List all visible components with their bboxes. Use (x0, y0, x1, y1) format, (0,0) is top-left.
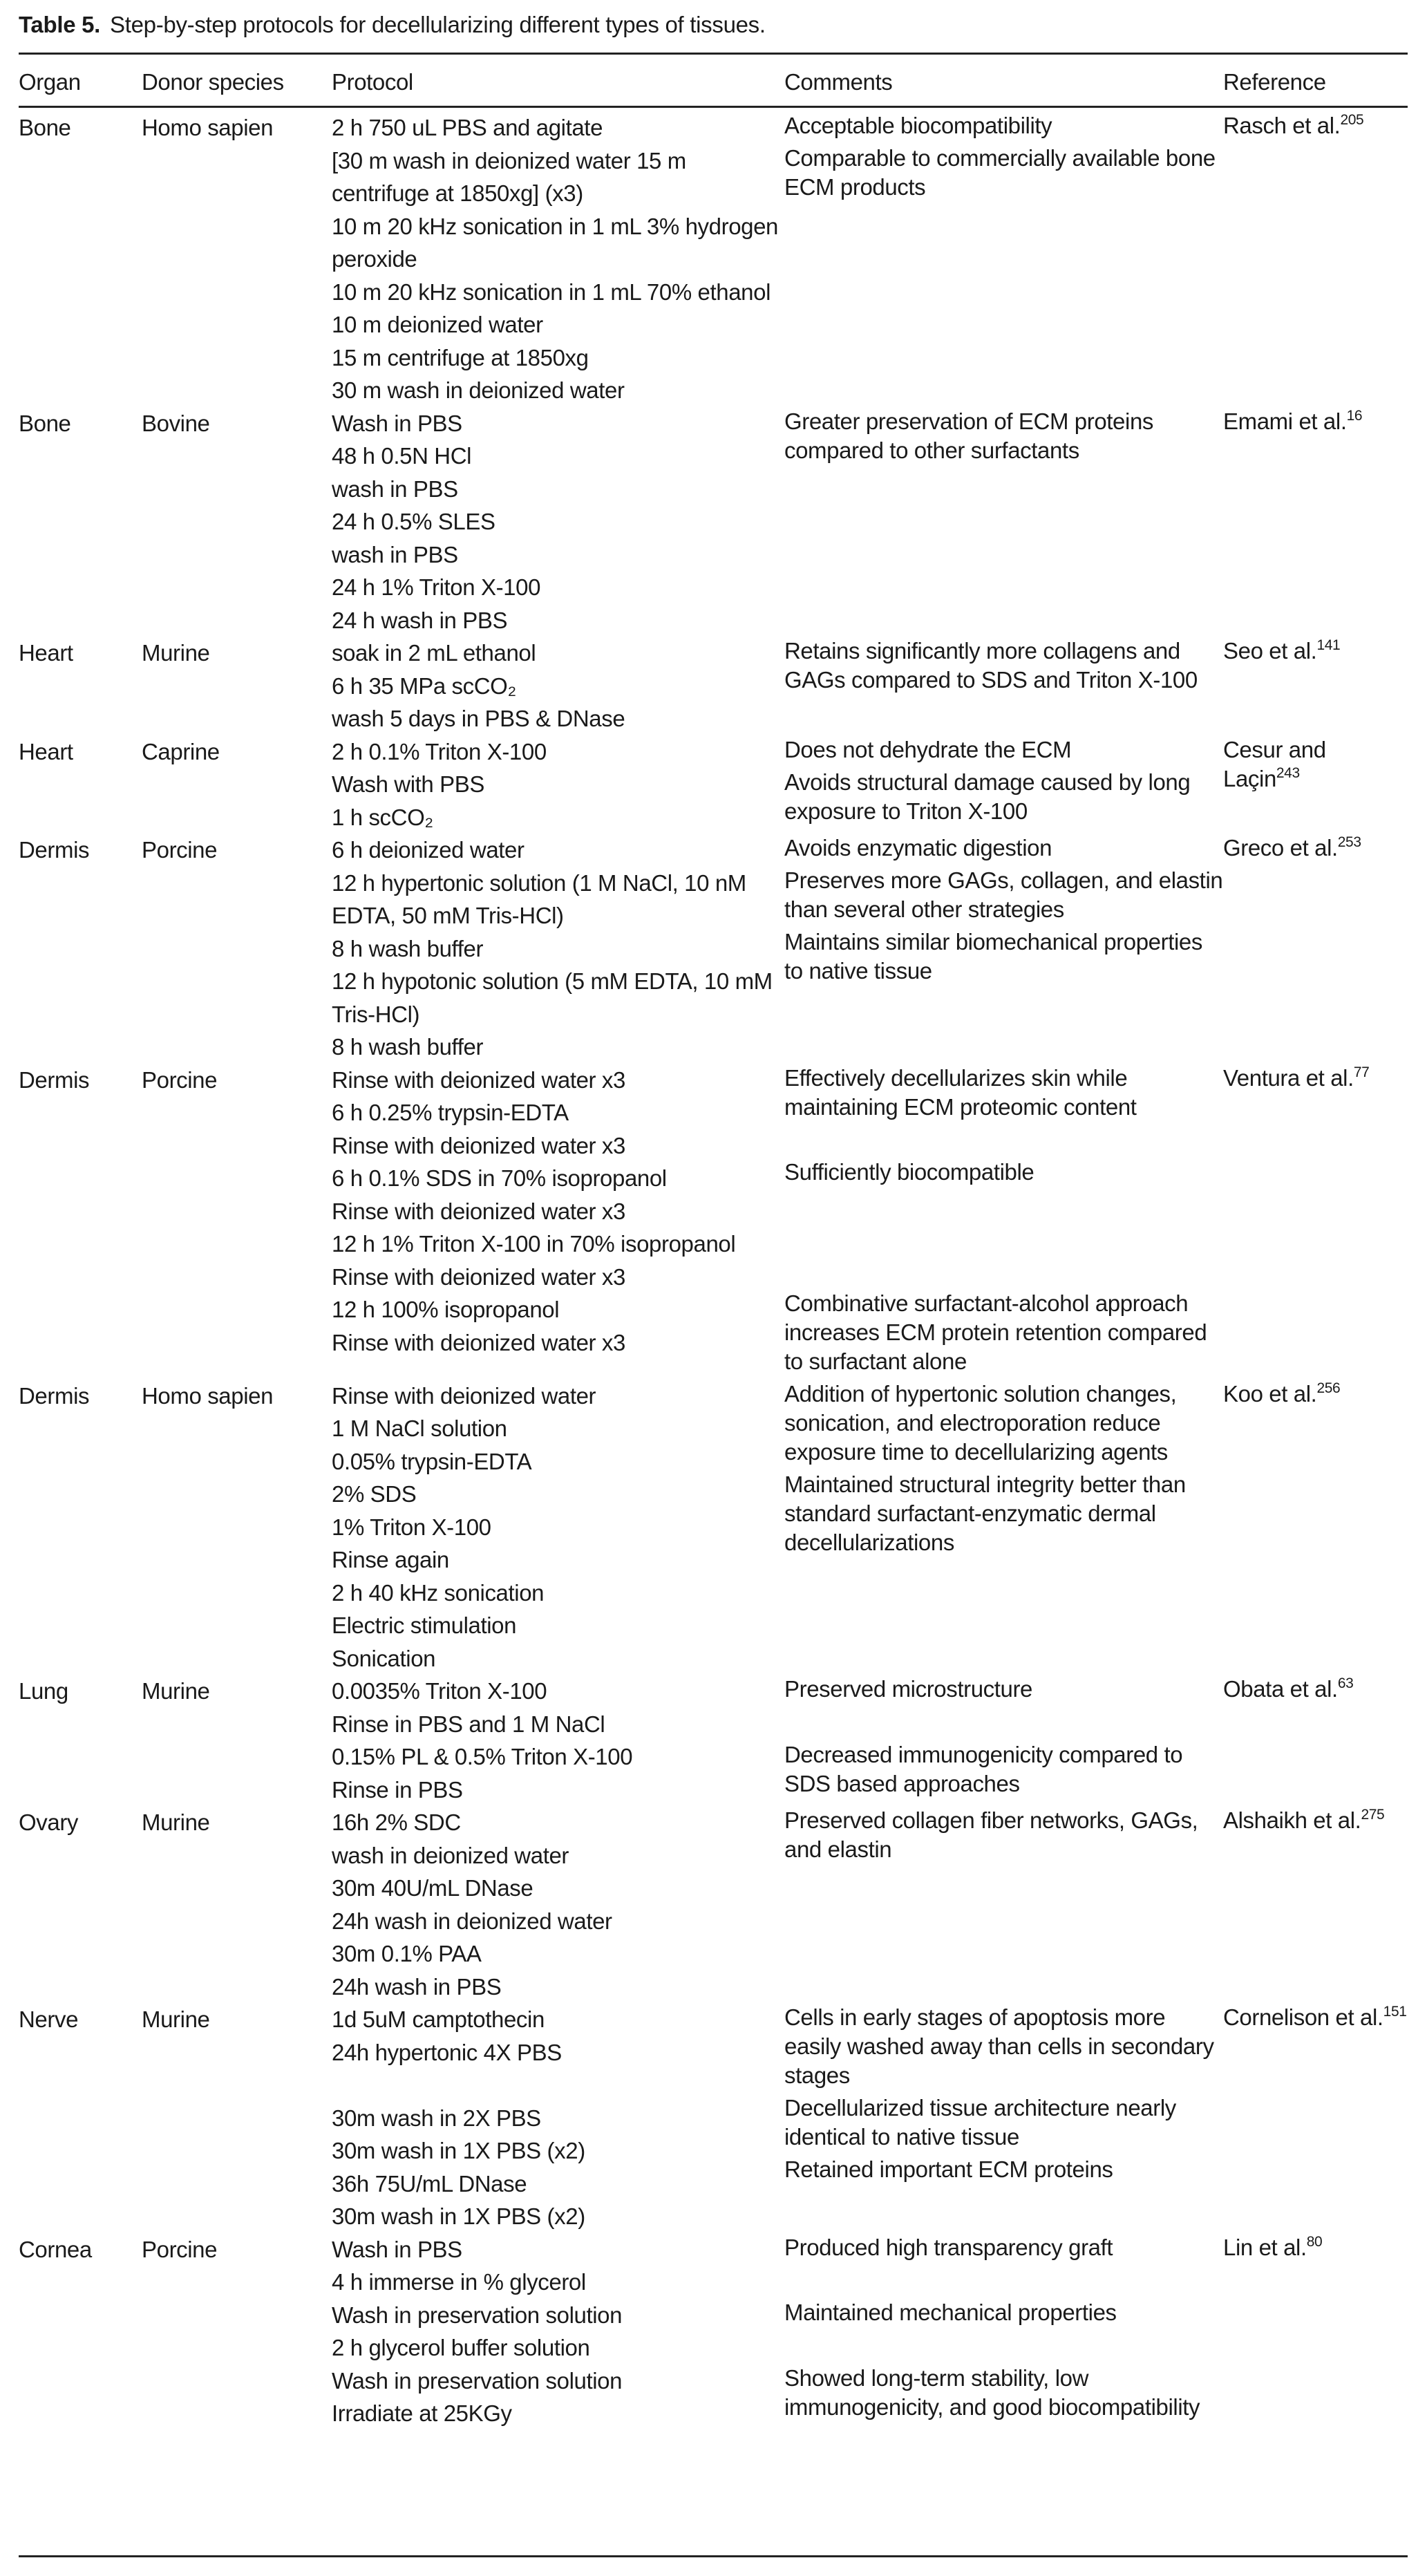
cell-protocol (332, 1064, 784, 1380)
protocol-step: Rinse in PBS and 1 M NaCl (332, 1711, 605, 1737)
comment-text: Decellularized tissue architecture nearly identical to native tissue (784, 2095, 1176, 2150)
table-row (19, 735, 1408, 834)
cell-donor-species: Porcine (142, 837, 218, 863)
cell-comments (784, 1380, 1223, 1675)
protocol-step: 10 m 20 kHz sonication in 1 mL 3% hydrogen peroxide (332, 213, 779, 272)
protocol-step: Rinse with deionized water x3 (332, 1066, 625, 1093)
protocol-step: 16h 2% SDC (332, 1809, 461, 1835)
header-reference: Reference (1223, 68, 1326, 95)
comment-text: Maintained mechanical properties (784, 2300, 1117, 2325)
cell-protocol (332, 637, 784, 735)
comment-text: Greater preservation of ECM proteins compared to other surfactants (784, 408, 1153, 463)
protocol-step: 1% Triton X-100 (332, 1514, 491, 1540)
protocol-step: 24 h 1% Triton X-100 (332, 574, 541, 600)
cell-protocol (332, 1380, 784, 1675)
reference-name: Obata et al. (1223, 1676, 1338, 1702)
protocol-step: 30m 40U/mL DNase (332, 1875, 533, 1901)
protocol-step: 10 m deionized water (332, 312, 543, 337)
cell-organ: Cornea (19, 2236, 92, 2262)
protocol-step: 2 h 750 uL PBS and agitate (332, 115, 603, 140)
cell-donor-species: Murine (142, 640, 210, 666)
cell-protocol (332, 407, 784, 637)
comment-text: Maintains similar biomechanical properties to native tissue (784, 929, 1202, 984)
cell-comments (784, 637, 1223, 735)
cell-organ: Dermis (19, 837, 90, 863)
protocol-step: 15 m centrifuge at 1850xg (332, 344, 589, 370)
header-comments: Comments (784, 68, 893, 95)
reference-number[interactable]: 63 (1337, 1675, 1354, 1691)
cell-organ: Dermis (19, 1066, 90, 1093)
protocol-step: 6 h deionized water (332, 837, 525, 863)
cell-reference (1223, 106, 1408, 407)
table-bottom-rule (19, 2555, 1408, 2557)
reference-number[interactable]: 275 (1361, 1807, 1385, 1823)
protocol-step: 30m wash in 1X PBS (x2) (332, 2203, 585, 2229)
cell-protocol (332, 1675, 784, 1806)
protocol-step: 24h wash in deionized water (332, 1908, 612, 1934)
comment-spacer (784, 1125, 1223, 1158)
table-row (19, 1380, 1408, 1675)
protocol-step: 8 h wash buffer (332, 935, 484, 961)
header-organ: Organ (19, 68, 81, 95)
comment-spacer (784, 1707, 1223, 1740)
protocol-step: 30m wash in 2X PBS (332, 2105, 541, 2131)
protocol-step: 6 h 0.25% trypsin-EDTA (332, 1100, 569, 1125)
reference-name: Lin et al. (1223, 2234, 1307, 2260)
protocol-step: 6 h 0.1% SDS in 70% isopropanol (332, 1165, 667, 1191)
reference-name: Koo et al. (1223, 1380, 1317, 1407)
cell-reference (1223, 2003, 1408, 2233)
cell-organ: Dermis (19, 1382, 90, 1409)
comment-text: Retained important ECM proteins (784, 2156, 1113, 2182)
comment-text: Showed long-term stability, low immunogenicity, and good biocompatibility (784, 2365, 1200, 2420)
protocol-step: Rinse with deionized water x3 (332, 1263, 625, 1290)
protocol-step: Rinse with deionized water x3 (332, 1198, 625, 1224)
protocol-step: Rinse in PBS (332, 1776, 463, 1803)
table-row (19, 2003, 1408, 2233)
comment-text: Combinative surfactant-alcohol approach increases ECM protein retention compared to surfactant alone (784, 1290, 1207, 1374)
comment-text: Preserved microstructure (784, 1676, 1033, 1702)
cell-reference (1223, 1064, 1408, 1380)
protocol-step: 4 h immerse in % glycerol (332, 2269, 586, 2295)
header-donor-species: Donor species (142, 68, 284, 95)
protocol-step: 30m wash in 1X PBS (x2) (332, 2138, 585, 2163)
cell-reference (1223, 1806, 1408, 2003)
cell-organ: Ovary (19, 1809, 79, 1835)
protocol-step: 36h 75U/mL DNase (332, 2170, 527, 2197)
table-row (19, 106, 1408, 407)
cell-organ: Lung (19, 1678, 68, 1704)
reference-number[interactable]: 256 (1316, 1380, 1341, 1396)
reference-number[interactable]: 151 (1383, 2004, 1407, 2020)
cell-comments (784, 407, 1223, 637)
cell-reference (1223, 1380, 1408, 1675)
table-row (19, 407, 1408, 637)
comment-spacer (784, 1223, 1223, 1257)
table-header (19, 58, 1408, 106)
protocol-step: 30m 0.1% PAA (332, 1941, 482, 1966)
cell-protocol (332, 735, 784, 834)
cell-donor-species: Homo sapien (142, 1382, 274, 1409)
table-row (19, 1675, 1408, 1806)
reference-name: Cesur and Laçin (1223, 736, 1326, 791)
cell-comments (784, 106, 1223, 407)
protocol-step: 0.15% PL & 0.5% Triton X-100 (332, 1744, 633, 1769)
protocol-step: Rinse with deionized water x3 (332, 1329, 625, 1355)
reference-number[interactable]: 77 (1353, 1064, 1370, 1080)
comment-text: Cells in early stages of apoptosis more easily washed away than cells in secondary stages (784, 2004, 1214, 2088)
cell-comments (784, 2003, 1223, 2233)
protocol-step: wash in PBS (332, 541, 458, 567)
protocol-step: Rinse with deionized water (332, 1382, 596, 1409)
cell-donor-species: Murine (142, 1678, 210, 1704)
comment-spacer (784, 2331, 1223, 2364)
table-row (19, 834, 1408, 1064)
cell-protocol (332, 106, 784, 407)
cell-organ: Heart (19, 640, 73, 666)
protocol-step: Wash with PBS (332, 771, 484, 797)
protocols-table (19, 58, 1408, 2430)
protocol-step: Rinse with deionized water x3 (332, 1132, 625, 1158)
table-row (19, 2233, 1408, 2430)
protocol-step: 0.05% trypsin-EDTA (332, 1448, 532, 1474)
cell-comments (784, 735, 1223, 834)
cell-donor-species: Murine (142, 2006, 210, 2032)
protocol-step: 1 M NaCl solution (332, 1416, 507, 1441)
comment-text: Preserved collagen fiber networks, GAGs, and elastin (784, 1807, 1198, 1862)
cell-donor-species: Bovine (142, 410, 210, 436)
cell-reference (1223, 1675, 1408, 1806)
protocol-step: 2 h 0.1% Triton X-100 (332, 738, 547, 764)
reference-number[interactable]: 141 (1316, 637, 1341, 653)
cell-organ: Heart (19, 738, 73, 764)
comment-text: Effectively decellularizes skin while maintaining ECM proteomic content (784, 1064, 1137, 1120)
protocol-step: 12 h hypertonic solution (1 M NaCl, 10 nM EDTA, 50 mM Tris-HCl) (332, 869, 746, 928)
reference-number[interactable]: 205 (1340, 112, 1364, 128)
cell-protocol (332, 2233, 784, 2430)
table-caption (19, 10, 766, 40)
comment-text: Avoids enzymatic digestion (784, 835, 1052, 861)
reference-number[interactable]: 253 (1337, 834, 1361, 850)
comment-text: Sufficiently biocompatible (784, 1159, 1034, 1185)
comment-text: Retains significantly more collagens and GAGs compared to SDS and Triton X-100 (784, 638, 1198, 693)
reference-name: Cornelison et al. (1223, 2004, 1383, 2030)
protocol-step: 12 h 100% isopropanol (332, 1297, 560, 1322)
table-row (19, 1806, 1408, 2003)
reference-name: Seo et al. (1223, 638, 1317, 664)
protocol-step: 8 h wash buffer (332, 1034, 484, 1060)
cell-comments (784, 1675, 1223, 1806)
protocol-step: soak in 2 mL ethanol (332, 640, 536, 666)
protocol-step: 1 h scCO₂ (332, 804, 433, 830)
comment-text: Does not dehydrate the ECM (784, 736, 1072, 762)
cell-reference (1223, 2233, 1408, 2430)
protocol-step: Sonication (332, 1645, 436, 1671)
table-label: Table 5. (19, 12, 101, 37)
cell-organ: Nerve (19, 2006, 79, 2032)
protocol-step (332, 2069, 784, 2102)
cell-donor-species: Porcine (142, 1066, 218, 1093)
protocol-step: 2 h glycerol buffer solution (332, 2335, 590, 2360)
protocol-step: wash in deionized water (332, 1842, 569, 1868)
reference-number[interactable]: 80 (1306, 2233, 1323, 2250)
cell-donor-species: Caprine (142, 738, 220, 764)
cell-organ: Bone (19, 115, 71, 140)
protocol-step: 24 h 0.5% SLES (332, 509, 495, 534)
protocol-step: [30 m wash in deionized water 15 m centrifuge at 1850xg] (x3) (332, 147, 686, 206)
comment-text: Acceptable biocompatibility (784, 113, 1052, 138)
table-row (19, 637, 1408, 735)
cell-reference (1223, 637, 1408, 735)
protocol-step: Rinse again (332, 1547, 449, 1572)
table-top-rule (19, 53, 1408, 55)
protocol-step: 24h hypertonic 4X PBS (332, 2039, 562, 2065)
protocol-step: 2% SDS (332, 1481, 417, 1507)
cell-comments (784, 2233, 1223, 2430)
reference-name: Greco et al. (1223, 835, 1338, 861)
reference-name: Emami et al. (1223, 408, 1347, 434)
comment-text: Avoids structural damage caused by long exposure to Triton X-100 (784, 769, 1191, 824)
reference-name: Ventura et al. (1223, 1064, 1354, 1091)
protocol-step: 0.0035% Triton X-100 (332, 1678, 547, 1704)
comment-text: Decreased immunogenicity compared to SDS based approaches (784, 1741, 1183, 1796)
cell-organ: Bone (19, 410, 71, 436)
cell-comments (784, 1064, 1223, 1380)
protocol-step: Wash in PBS (332, 410, 462, 436)
cell-protocol (332, 2003, 784, 2233)
comment-spacer (784, 2266, 1223, 2299)
cell-donor-species: Murine (142, 1809, 210, 1835)
comment-text: Addition of hypertonic solution changes, sonication, and electroporation reduce exposure time to decellularizing agents (784, 1380, 1177, 1465)
comment-text: Preserves more GAGs, collagen, and elastin than several other strategies (784, 867, 1223, 922)
protocol-step: 48 h 0.5N HCl (332, 443, 472, 469)
protocol-step: Wash in PBS (332, 2236, 462, 2262)
table-row (19, 1064, 1408, 1380)
header-row (19, 58, 1408, 106)
cell-protocol (332, 1806, 784, 2003)
protocol-step: Wash in preservation solution (332, 2302, 623, 2328)
cell-reference (1223, 834, 1408, 1064)
protocol-step: 12 h hypotonic solution (5 mM EDTA, 10 mM Tris-HCl) (332, 968, 773, 1027)
cell-protocol (332, 834, 784, 1064)
protocol-step: 12 h 1% Triton X-100 in 70% isopropanol (332, 1231, 736, 1257)
table-body (19, 106, 1408, 2430)
protocol-step: wash in PBS (332, 476, 458, 502)
cell-donor-species: Homo sapien (142, 115, 274, 140)
comment-text: Maintained structural integrity better than standard surfactant-enzymatic dermal decellularizations (784, 1471, 1186, 1555)
reference-number[interactable]: 243 (1276, 764, 1300, 781)
cell-comments (784, 834, 1223, 1064)
comment-spacer (784, 1190, 1223, 1223)
protocol-step: 6 h 35 MPa scCO₂ (332, 673, 516, 699)
comment-spacer (784, 1256, 1223, 1289)
cell-donor-species: Porcine (142, 2236, 218, 2262)
cell-reference (1223, 735, 1408, 834)
protocol-step: Irradiate at 25KGy (332, 2400, 512, 2426)
protocol-step: 1d 5uM camptothecin (332, 2006, 545, 2032)
protocol-step: 24 h wash in PBS (332, 607, 508, 633)
reference-number[interactable]: 16 (1346, 407, 1363, 424)
comment-text: Produced high transparency graft (784, 2234, 1113, 2260)
header-protocol: Protocol (332, 68, 413, 95)
reference-name: Rasch et al. (1223, 113, 1341, 138)
protocol-step: 24h wash in PBS (332, 1973, 502, 2000)
reference-name: Alshaikh et al. (1223, 1807, 1361, 1833)
protocol-step: 30 m wash in deionized water (332, 377, 625, 403)
protocol-step: Wash in preservation solution (332, 2367, 623, 2394)
cell-reference (1223, 407, 1408, 637)
protocol-step: wash 5 days in PBS & DNase (332, 706, 625, 731)
protocol-step: Electric stimulation (332, 1613, 517, 1638)
table-title: Step-by-step protocols for decellularizing different types of tissues. (110, 12, 766, 37)
protocol-step: 2 h 40 kHz sonication (332, 1579, 545, 1606)
comment-text: Comparable to commercially available bone ECM products (784, 145, 1216, 200)
cell-comments (784, 1806, 1223, 2003)
protocol-step: 10 m 20 kHz sonication in 1 mL 70% ethanol (332, 279, 771, 305)
